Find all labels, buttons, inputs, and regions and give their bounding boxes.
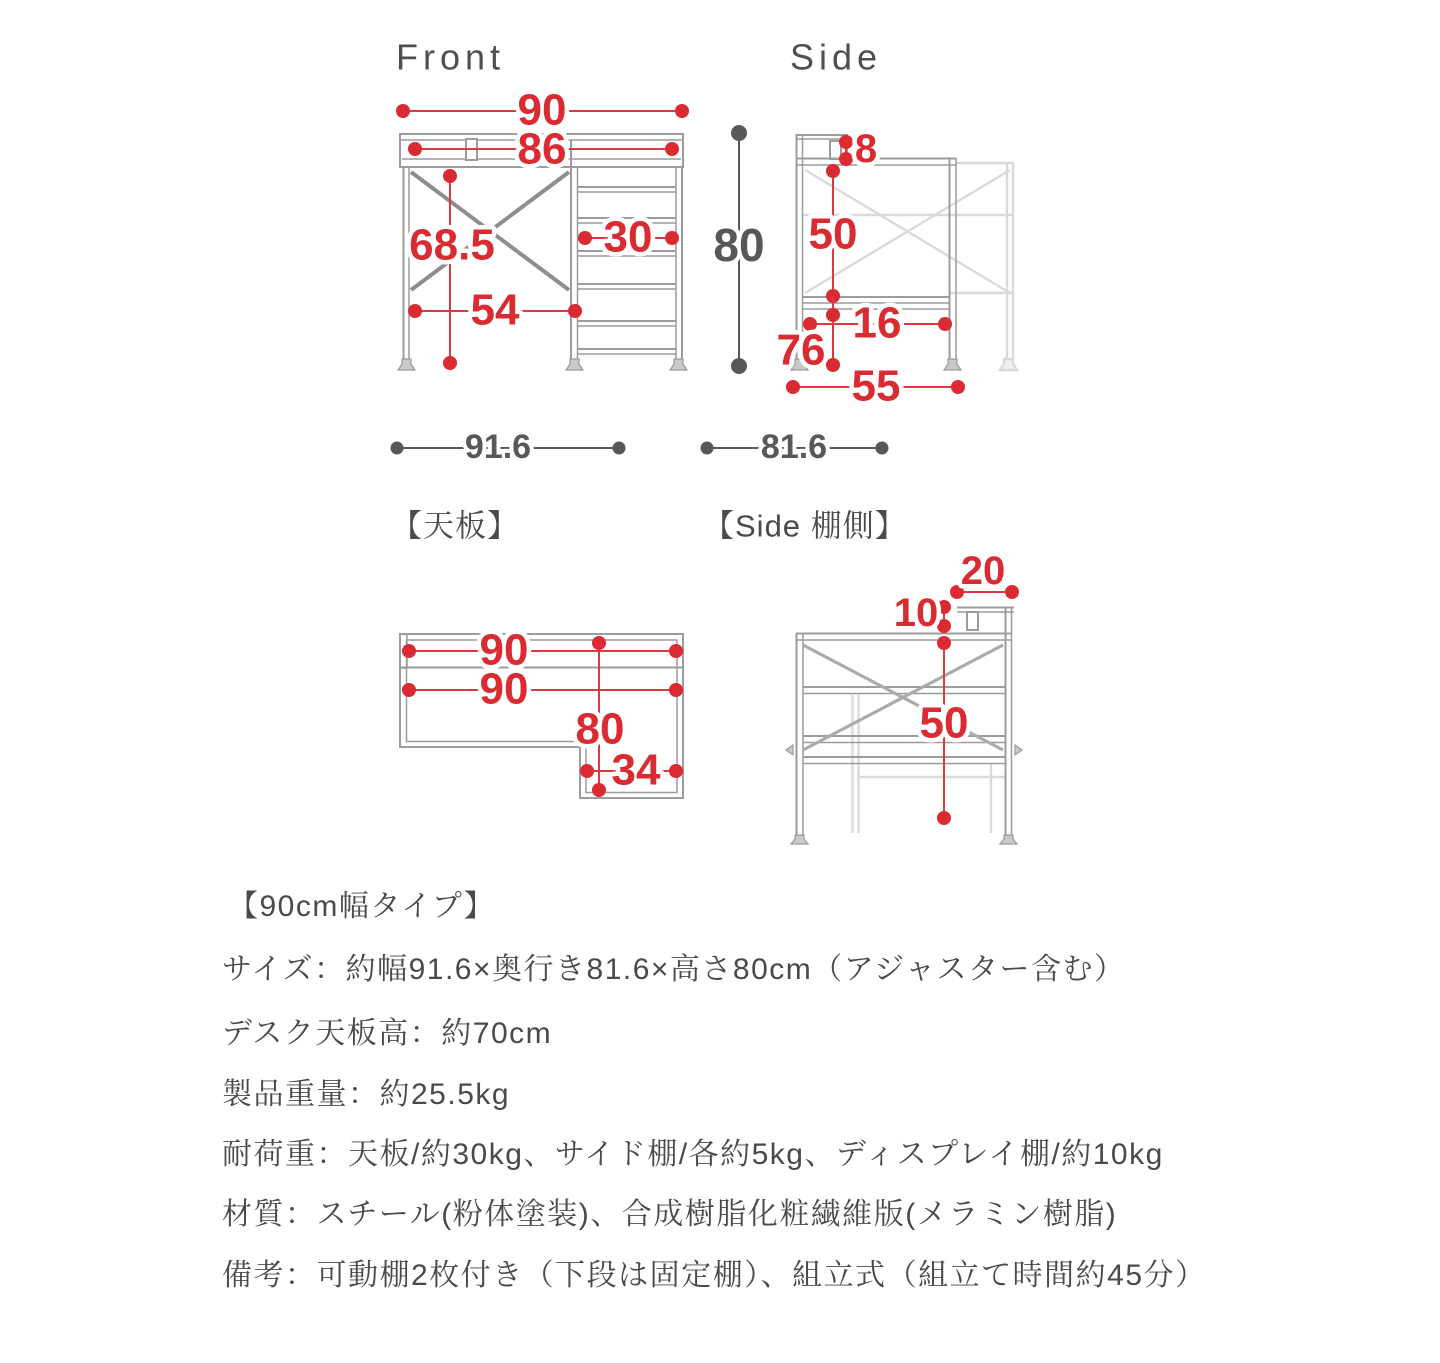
front-view-title: Front xyxy=(396,36,506,78)
side-shelf-dim-shelf-height: 50 xyxy=(919,698,969,748)
side-shelf-feet xyxy=(791,835,1017,844)
spec-notes: 備考：可動棚2枚付き（下段は固定棚）、組立式（組立て時間約45分） xyxy=(222,1259,1207,1292)
top-panel-dim-notch-width: 34 xyxy=(611,745,661,795)
top-panel-title: 【天板】 xyxy=(391,508,519,544)
side-view-title: Side xyxy=(790,36,883,78)
top-panel-dim-width-front: 90 xyxy=(479,664,529,714)
top-panel-dim-width-back: 90 xyxy=(479,625,529,675)
spec-load-capacity: 耐荷重：天板/約30kg、サイド棚/各約5kg、ディスプレイ棚/約10kg xyxy=(222,1138,1164,1171)
side-far-structure xyxy=(802,163,1017,370)
front-dim-width-under-desk: 54 xyxy=(470,285,520,335)
side-shelf-dim-display-height: 10 xyxy=(893,591,939,635)
front-dim-height-left: 68.5 xyxy=(409,220,495,270)
side-dim-depth-overall: 81.6 xyxy=(760,428,828,466)
side-dim-depth-shelf: 16 xyxy=(852,298,902,348)
side-dim-height-upper: 50 xyxy=(808,209,858,259)
front-dim-shelf-width: 30 xyxy=(603,212,653,262)
top-panel-dim-depth: 80 xyxy=(575,704,625,754)
side-dim-display-gap: 8 xyxy=(854,127,878,171)
front-feet xyxy=(398,359,687,370)
side-shelf-cross-brace xyxy=(786,645,1022,755)
top-panel-dimensions xyxy=(402,626,683,798)
spec-weight: 製品重量：約25.5kg xyxy=(222,1078,511,1111)
side-shelf-dim-display-depth: 20 xyxy=(960,549,1006,593)
side-dim-height-lower: 76 xyxy=(776,325,826,375)
side-shelf-title: 【Side 棚側】 xyxy=(703,508,907,544)
side-dim-depth-legs: 55 xyxy=(851,361,901,411)
side-shelf-peg xyxy=(967,612,978,630)
spec-size: サイズ：約幅91.6×奥行き81.6×高さ80cm（アジャスター含む） xyxy=(222,953,1126,986)
front-dim-width-inner: 86 xyxy=(517,124,567,174)
front-dim-height-total: 80 xyxy=(713,219,765,271)
spec-heading: 【90cm幅タイプ】 xyxy=(228,890,496,923)
front-dim-width-overall: 91.6 xyxy=(464,428,532,466)
side-shelf-drawing xyxy=(786,607,1022,844)
front-dim-width-top: 90 xyxy=(517,85,567,135)
spec-material: 材質：スチール(粉体塗装)、合成樹脂化粧繊維版(メラミン樹脂) xyxy=(222,1198,1118,1231)
spec-desk-height: デスク天板高：約70cm xyxy=(222,1017,553,1050)
